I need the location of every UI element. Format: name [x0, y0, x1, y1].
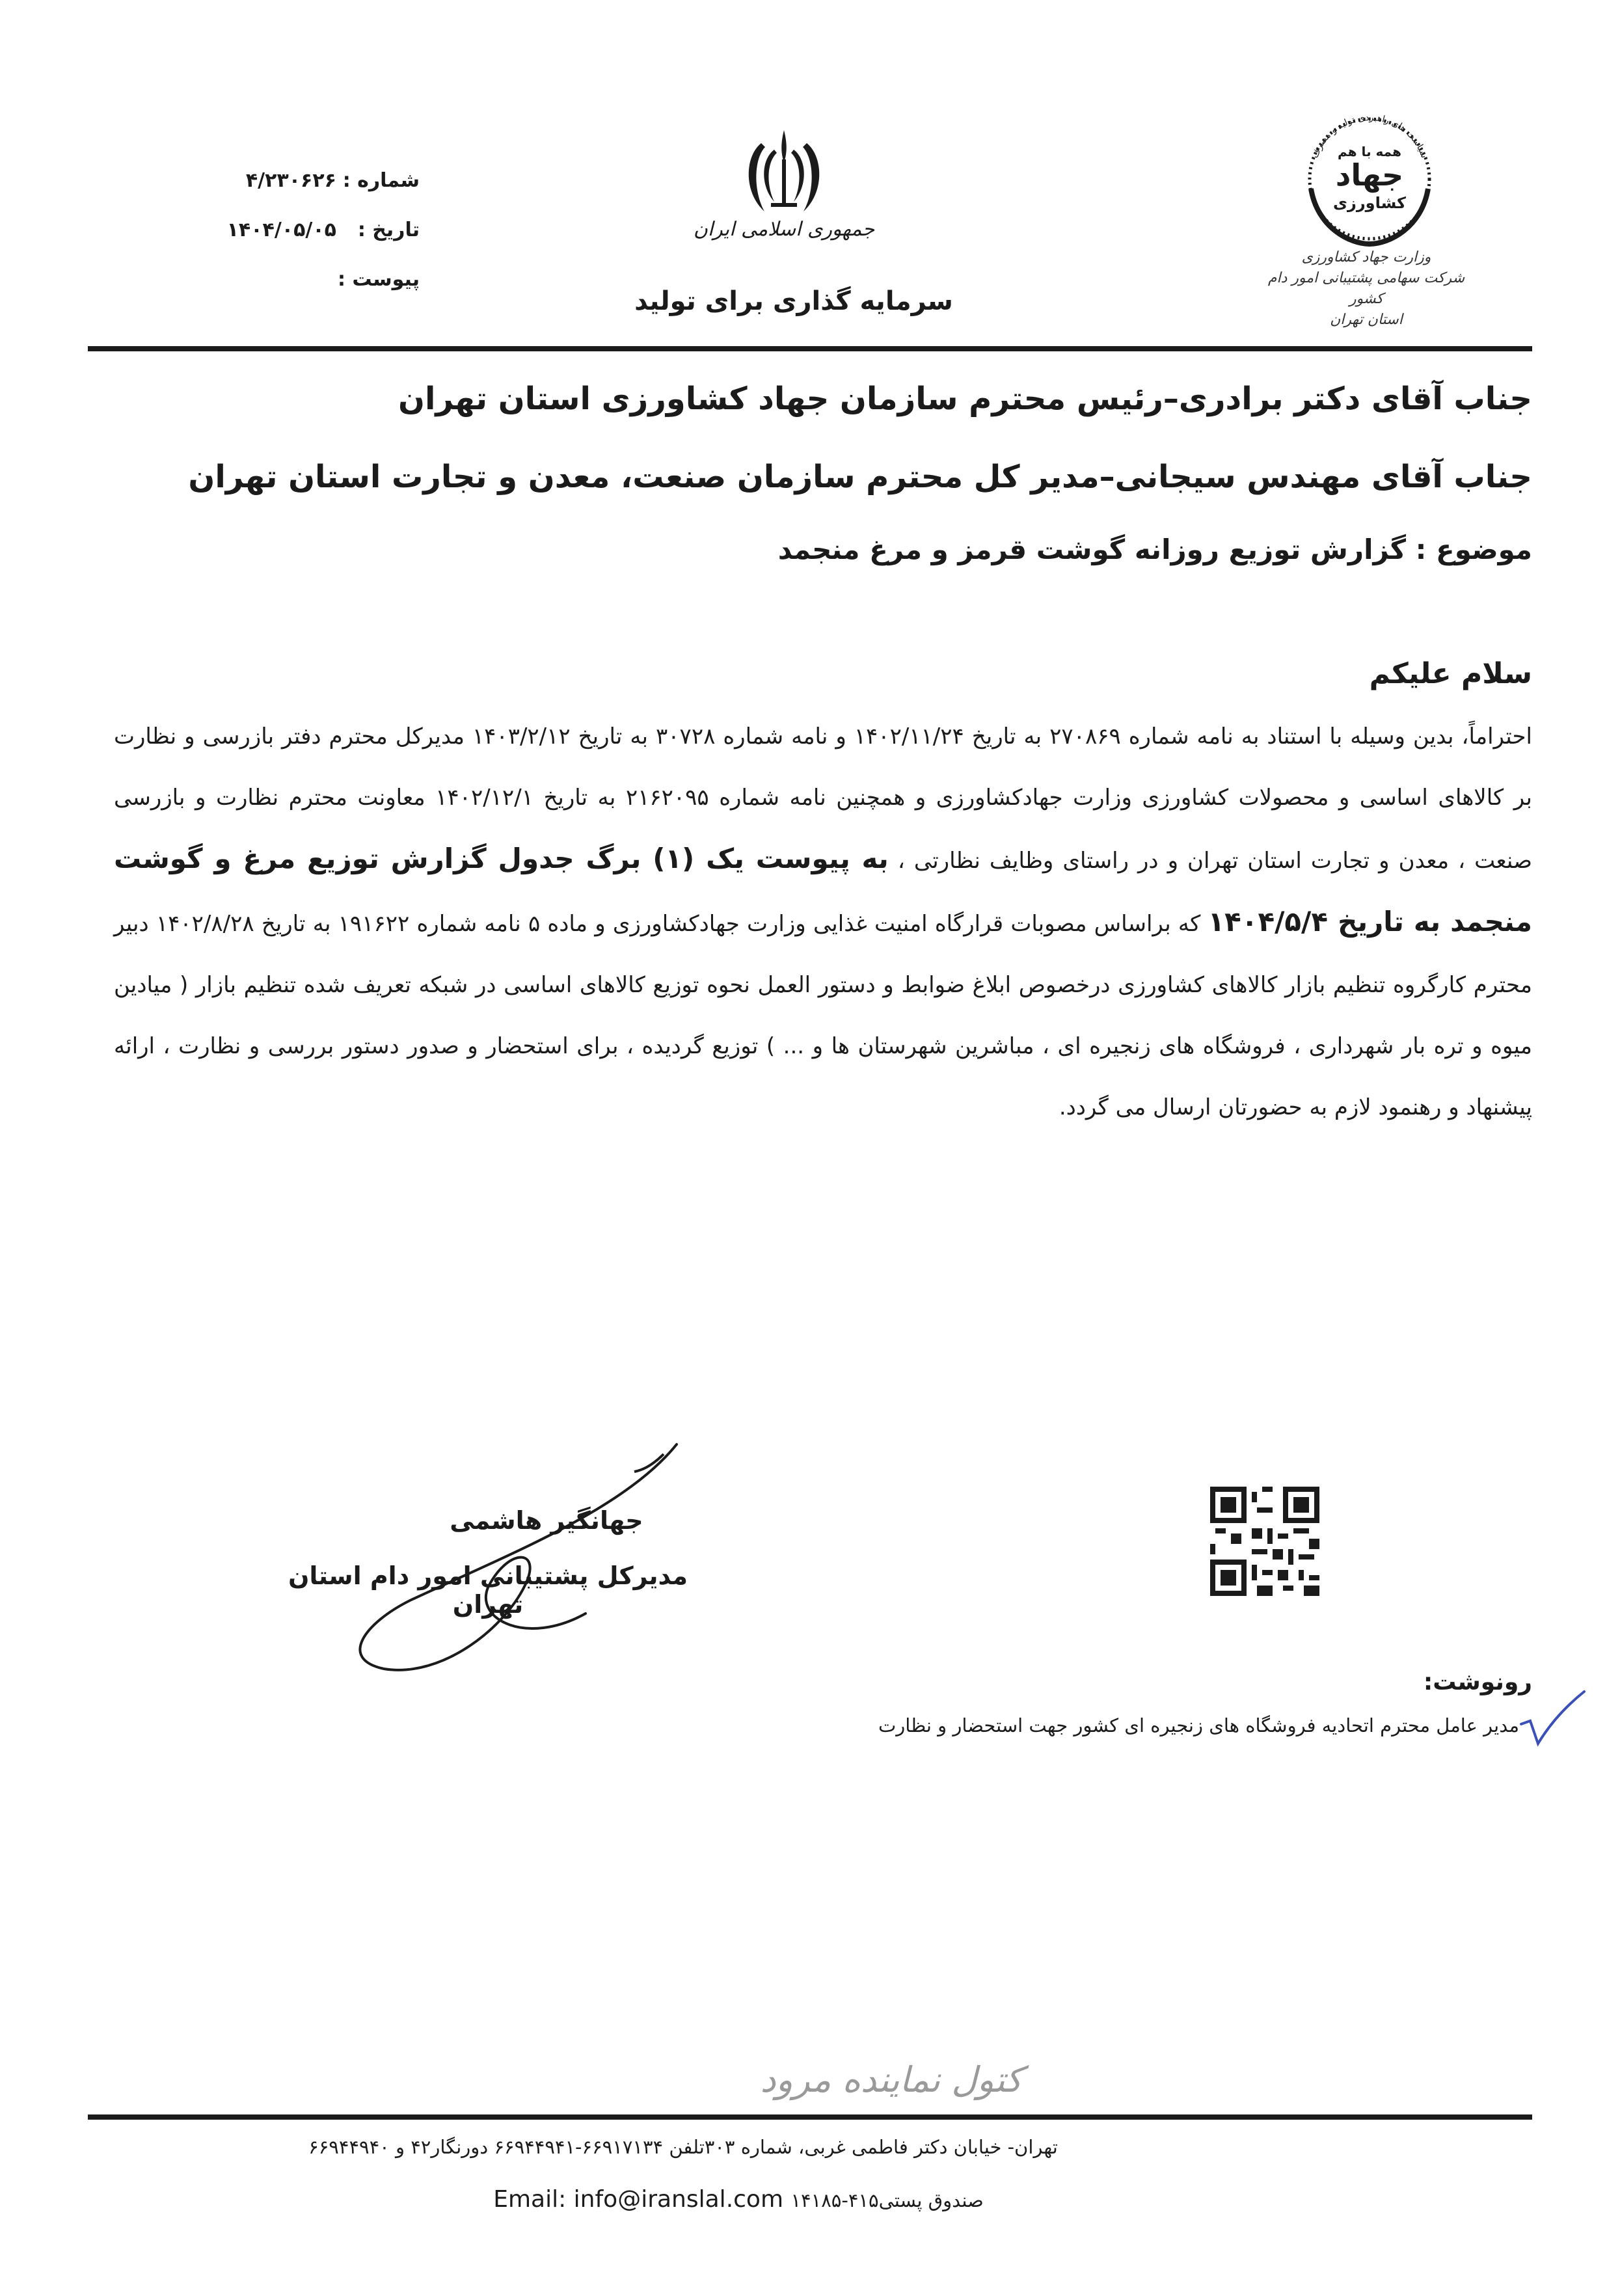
body-text-bold: به پیوست یک (۱) برگ جدول گزارش توزیع مرغ و گوشت منجمد به تاریخ ۱۴۰۴/۵/۴ [114, 843, 1533, 938]
header-divider [88, 346, 1532, 351]
date-label: تاریخ : [357, 219, 420, 241]
logo-caption-line: شرکت سهامی پشتیبانی امور دام کشور [1267, 270, 1465, 307]
attachment-label: پیوست : [337, 268, 420, 291]
iran-emblem-icon [735, 124, 833, 221]
jahad-keshavarzi-logo-icon [1291, 98, 1448, 254]
addressee-1: جناب آقای دکتر برادری–رئیس محترم سازمان جهاد کشاورزی استان تهران [398, 381, 1532, 417]
body-text-part1: احتراماً، بدین وسیله با استناد به نامه شماره ۲۷۰۸۶۹ به تاریخ ۱۴۰۲/۱۱/۲۴ و نامه شماره ۳۰۷۲۸ به تاریخ ۱۴۰۳/۲/۱۲ مدیرکل محترم دفتر بازرسی و نظارت بر کالاهای اساسی و محصولات کشاورزی وزارت جهادکشاورزی و همچنین نامه شماره ۲۱۶۲۰۹۵ به تاریخ ۱۴۰۲/۱۲/۱ معاونت محترم نظارت و بازرسی صنعت ، معدن و تجارت استان تهران و در راستای وظایف نظارتی ، [114, 723, 1532, 874]
handwritten-signature-icon [312, 1431, 703, 1679]
greeting: سلام علیکم [1369, 657, 1532, 690]
logo-caption [1262, 247, 1470, 331]
signatory-title: مدیرکل پشتیبانی امور دام استان تهران [288, 1561, 688, 1619]
letter-body [114, 706, 1532, 1138]
handwritten-note-icon [729, 2043, 1054, 2114]
addressee-2: جناب آقای مهندس سیجانی–مدیر کل محترم سازمان صنعت، معدن و تجارت استان تهران [188, 459, 1532, 495]
number-row [172, 156, 420, 206]
checkmark-icon [1516, 1688, 1587, 1747]
body-text-part2: که براساس مصوبات قرارگاه امنیت غذایی وزارت جهادکشاورزی و ماده ۵ نامه شماره ۱۹۱۶۲۲ به تاریخ ۱۴۰۲/۸/۲۸ دبیر محترم کارگروه تنظیم بازار کالاهای کشاورزی درخصوص ابلاغ ضوابط و دستور العمل نحوه توزیع کالاهای اساسی در شبکه تعریف شده تنظیم بازار ( میادین میوه و تره بار شهرداری ، فروشگاه های زنجیره ای ، مباشرین شهرستان ها و ... ) توزیع گردیده ، برای استحضار و صدور دستور بررسی و نظارت ، ارائه پیشنهاد و رهنمود لازم به حضورتان ارسال می گردد. [114, 911, 1532, 1120]
number-value: ۴/۲۳۰۶۲۶ [245, 169, 336, 192]
letter-meta [172, 156, 420, 304]
slogan: سرمایه گذاری برای تولید [634, 286, 953, 316]
cc-item: مدیر عامل محترم اتحادیه فروشگاه های زنجیره ای کشور جهت استحضار و نظارت [878, 1714, 1519, 1736]
date-row [172, 206, 420, 255]
attachment-row [172, 255, 420, 304]
date-value: ۱۴۰۴/۰۵/۰۵ [226, 219, 336, 241]
qr-code-icon [1210, 1487, 1319, 1596]
subject-line: موضوع : گزارش توزیع روزانه گوشت قرمز و مرغ منجمد [777, 533, 1532, 565]
emblem-caption: جمهوری اسلامی ایران [693, 218, 875, 241]
logo-caption-line: استان تهران [1330, 312, 1403, 328]
logo-top-text: همه با هم [1338, 144, 1401, 159]
logo-caption-line: وزارت جهاد کشاورزی [1301, 249, 1431, 265]
footer-email: Email: info@iranslal.com [493, 2186, 784, 2213]
logo-ring-text: سیاست های راهبردی تولید و مصرف [1309, 112, 1430, 160]
cc-title: رونوشت: [1423, 1669, 1532, 1695]
logo-main-text: جهاد [1335, 157, 1404, 193]
signatory-name: جهانگیر هاشمی [450, 1506, 643, 1535]
footer-address: تهران- خیابان دکتر فاطمی غربی، شماره ۳۰۳تلفن ۶۶۹۱۷۱۳۴-۶۶۹۴۴۹۴۱ دورنگار۴۲ و ۶۶۹۴۴۹۴۰ [308, 2136, 1058, 2158]
handwritten-note-text: کتول نماینده مرود [760, 2059, 1023, 2100]
footer-divider [88, 2114, 1532, 2120]
logo-sub-text: کشاورزی [1333, 194, 1406, 212]
number-label: شماره : [342, 169, 420, 192]
footer-contact [423, 2186, 1073, 2213]
footer-pobox: صندوق پستی۴۱۵-۱۴۱۸۵ [790, 2189, 984, 2211]
